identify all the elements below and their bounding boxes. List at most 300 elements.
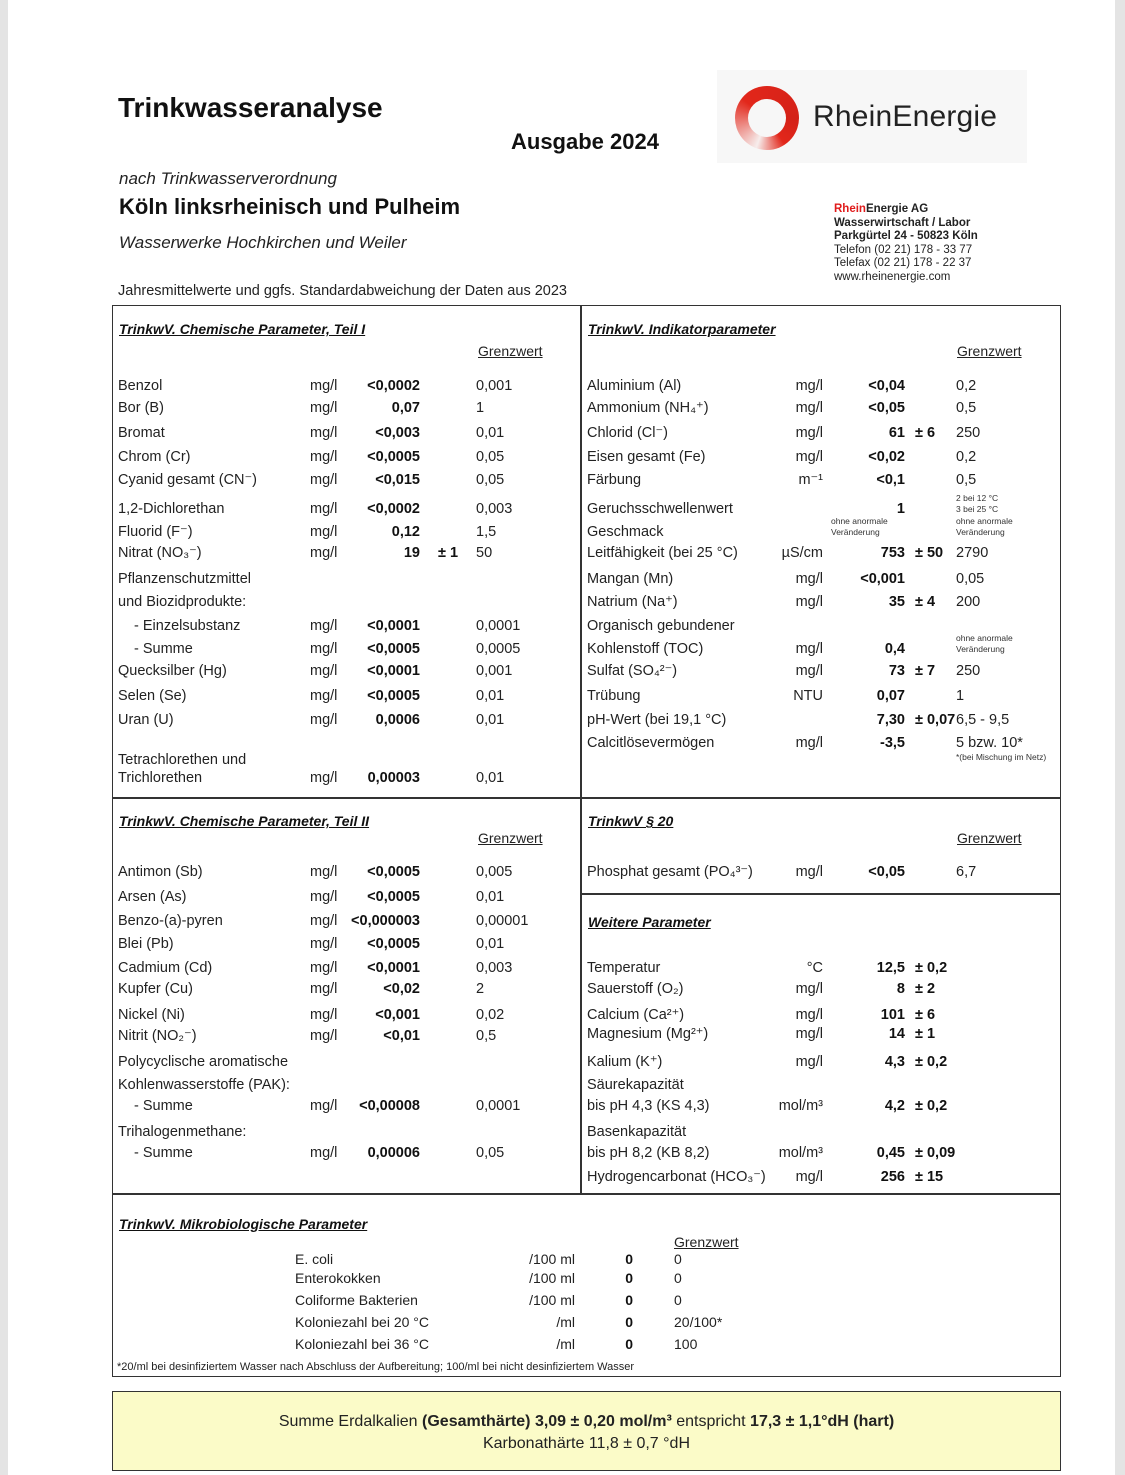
table-row [587, 449, 1057, 469]
table-row [118, 1054, 578, 1074]
cell-name: Leitfähigkeit (bei 25 °C) [587, 545, 738, 561]
cell-unit: mol/m³ [778, 1145, 823, 1161]
table-row [118, 1098, 578, 1118]
cell-unit: mg/l [310, 960, 338, 976]
address: Parkgürtel 24 - 50823 Köln [834, 230, 978, 242]
cell-unit: mg/l [310, 1028, 338, 1044]
table-row [118, 641, 578, 661]
cell-name: Kohlenstoff (TOC) [587, 641, 704, 657]
cell-value: 19 [403, 545, 420, 561]
table-row [587, 571, 1057, 591]
cell-name: Bor (B) [118, 400, 164, 416]
subtitle: nach Trinkwasserverordnung [119, 169, 337, 188]
cell-value: <0,0001 [367, 960, 420, 976]
table-row [118, 472, 578, 492]
table-row [587, 1145, 1057, 1165]
company-name-rest: Energie AG [865, 203, 929, 215]
cell-name: Organisch gebundener [587, 618, 735, 634]
cell-limit: 2 [476, 981, 485, 997]
cell-name: Bromat [118, 425, 165, 441]
cell-name: Phosphat gesamt (PO₄³⁻) [587, 864, 753, 880]
table-row [118, 449, 578, 469]
cell-value: <0,003 [375, 425, 420, 441]
cell-limit: 0,05 [956, 571, 985, 587]
table-row [587, 712, 1057, 732]
cell-unit: mg/l [795, 663, 823, 679]
cell-name: Hydrogencarbonat (HCO₃⁻) [587, 1169, 766, 1185]
cell-value: 0,00006 [367, 1145, 420, 1161]
cell-limit-note: ohne anormale Veränderung [956, 633, 1013, 654]
hardness-text-a: Summe Erdalkalien [278, 1413, 423, 1430]
cell-value: <0,05 [868, 864, 905, 880]
cell-unit: mg/l [795, 864, 823, 880]
cell-value: 0,07 [876, 688, 905, 704]
cell-unit: mg/l [310, 400, 338, 416]
cell-unit: mg/l [310, 641, 338, 657]
cell-name: Cadmium (Cd) [118, 960, 213, 976]
cell-name: Eisen gesamt (Fe) [587, 449, 706, 465]
cell-sd: ± 6 [915, 425, 936, 441]
cell-name: Geschmack [587, 524, 664, 540]
cell-value: 0 [625, 1251, 633, 1267]
table-row [587, 1007, 1057, 1027]
department: Wasserwirtschaft / Labor [834, 216, 971, 229]
cell-name: - Summe [134, 641, 193, 657]
cell-value: -3,5 [880, 735, 905, 751]
cell-limit: 0,003 [476, 501, 513, 517]
table-row [587, 1098, 1057, 1118]
cell-limit: 0,003 [476, 960, 513, 976]
cell-name: Cyanid gesamt (CN⁻) [118, 472, 257, 488]
table-row [587, 633, 1057, 661]
table-row [118, 960, 578, 980]
table-row [8, 1251, 1008, 1271]
cell-name: - Summe [134, 1145, 193, 1161]
cell-unit: mg/l [310, 1007, 338, 1023]
cell-unit: mg/l [795, 1169, 823, 1185]
cell-unit: mg/l [310, 864, 338, 880]
cell-name: Benzo-(a)-pyren [118, 913, 223, 929]
cell-name: Kohlenwasserstoffe (PAK): [118, 1077, 290, 1093]
cell-limit: 0,0001 [476, 618, 521, 634]
cell-name: Mangan (Mn) [587, 571, 674, 587]
cell-limit: 0,01 [476, 770, 505, 786]
cell-unit: µS/cm [781, 545, 823, 561]
cell-unit: mg/l [310, 889, 338, 905]
cell-limit: 0,5 [476, 1028, 497, 1044]
company-logo [717, 70, 1027, 163]
limit-header: Grenzwert [478, 343, 543, 359]
cell-value: <0,0002 [367, 501, 420, 517]
table-row [118, 571, 578, 591]
limit-header: Grenzwert [957, 830, 1022, 846]
cell-value: 0 [625, 1314, 633, 1330]
cell-value: <0,05 [868, 400, 905, 416]
cell-limit: 0 [674, 1270, 682, 1286]
cell-limit: 0,5 [956, 472, 977, 488]
cell-value: 0,45 [876, 1145, 905, 1161]
company-name-red: Rhein [834, 203, 866, 215]
cell-value: 4,2 [884, 1098, 905, 1114]
table-row [118, 400, 578, 420]
cell-name: Nitrit (NO₂⁻) [118, 1028, 197, 1044]
cell-name: Koloniezahl bei 36 °C [295, 1336, 430, 1352]
cell-unit: mg/l [795, 425, 823, 441]
cell-unit: mg/l [310, 981, 338, 997]
cell-unit: NTU [793, 688, 823, 704]
table-row [587, 516, 1057, 544]
cell-unit: mg/l [310, 1098, 338, 1114]
table-row [118, 688, 578, 708]
cell-value: 35 [888, 594, 905, 610]
cell-sd: ± 15 [915, 1169, 944, 1185]
cell-name: Tetrachlorethen und [118, 752, 247, 768]
cell-value: 0,00003 [367, 770, 420, 786]
cell-unit: mg/l [310, 449, 338, 465]
cell-name: und Biozidprodukte: [118, 594, 247, 610]
contact-block [834, 203, 978, 284]
cell-sd: ± 0,07 [915, 712, 956, 728]
section-title-further: Weitere Parameter [588, 914, 711, 930]
cell-value: 256 [880, 1169, 905, 1185]
cell-unit: /ml [556, 1314, 575, 1330]
cell-name: Trichlorethen [118, 770, 203, 786]
table-row [118, 663, 578, 683]
region-title: Köln linksrheinisch und Pulheim [119, 194, 461, 219]
cell-value: 14 [888, 1026, 905, 1042]
cell-limit: 0,05 [476, 449, 505, 465]
cell-unit: /ml [556, 1336, 575, 1352]
document-title: Trinkwasseranalyse [118, 92, 383, 123]
cell-limit: 250 [956, 425, 981, 441]
cell-unit: mg/l [310, 913, 338, 929]
cell-value: 61 [888, 425, 905, 441]
cell-limit: 0,00001 [476, 913, 529, 929]
table-row [587, 1077, 1057, 1097]
cell-unit: mg/l [310, 663, 338, 679]
table-row [118, 864, 578, 884]
cell-limit: 2790 [956, 545, 989, 561]
cell-value: <0,0005 [367, 864, 420, 880]
cell-name: Enterokokken [295, 1270, 381, 1286]
cell-value: 753 [880, 545, 905, 561]
cell-name: Magnesium (Mg²⁺) [587, 1026, 709, 1042]
cell-name: Ammonium (NH₄⁺) [587, 400, 709, 416]
edition-label: Ausgabe 2024 [511, 129, 659, 154]
cell-unit: mg/l [310, 1145, 338, 1161]
cell-sd: ± 0,2 [915, 1054, 948, 1070]
cell-name: Koloniezahl bei 20 °C [295, 1314, 430, 1330]
table-row [118, 889, 578, 909]
cell-limit: 6,5 - 9,5 [956, 712, 1010, 728]
cell-name: Kalium (K⁺) [587, 1054, 663, 1070]
cell-limit: 0,05 [476, 1145, 505, 1161]
table-row [8, 1292, 1008, 1312]
table-row [8, 1270, 1008, 1290]
cell-value: 0 [625, 1336, 633, 1352]
section-title-chem1: TrinkwV. Chemische Parameter, Teil I [119, 321, 366, 337]
cell-limit: 0,001 [476, 663, 513, 679]
table-row [118, 594, 578, 614]
cell-limit: 6,7 [956, 864, 977, 880]
table-row [118, 981, 578, 1001]
table-row [587, 545, 1057, 565]
cell-limit: 250 [956, 663, 981, 679]
cell-unit: mg/l [795, 981, 823, 997]
cell-unit: mg/l [310, 501, 338, 517]
cell-value: <0,0005 [367, 449, 420, 465]
cell-sd: ± 6 [915, 1007, 936, 1023]
cell-value: <0,0001 [367, 618, 420, 634]
cell-sd: ± 1 [438, 545, 459, 561]
cell-name: Trübung [587, 688, 641, 704]
cell-limit-note: ohne anormale Veränderung [956, 516, 1013, 537]
cell-name: Natrium (Na⁺) [587, 594, 678, 610]
hardness-total: (Gesamthärte) 3,09 ± 0,20 mol/m³ [422, 1413, 672, 1430]
cell-value: 0,12 [391, 524, 420, 540]
cell-limit: 1 [476, 400, 485, 416]
table-row [587, 1124, 1057, 1144]
cell-name: Fluorid (F⁻) [118, 524, 193, 540]
cell-sd: ± 7 [915, 663, 936, 679]
cell-unit: mg/l [310, 524, 338, 540]
table-row [118, 1145, 578, 1165]
table-row [8, 1336, 1008, 1356]
ring-logo-icon [735, 86, 799, 150]
cell-name: Coliforme Bakterien [295, 1292, 418, 1308]
cell-limit: 50 [476, 545, 493, 561]
website-link[interactable]: www.rheinenergie.com [834, 270, 951, 283]
cell-name: 1,2-Dichlorethan [118, 501, 225, 517]
cell-value: 1 [896, 501, 905, 517]
cell-limit: 0 [674, 1292, 682, 1308]
cell-unit: mg/l [310, 712, 338, 728]
table-row [118, 1077, 578, 1097]
cell-value: <0,0005 [367, 688, 420, 704]
table-row [587, 594, 1057, 614]
cell-limit: 0,0005 [476, 641, 521, 657]
cell-limit: 100 [674, 1336, 698, 1352]
cell-limit: 1,5 [476, 524, 497, 540]
cell-unit: mg/l [795, 594, 823, 610]
cell-name: Nitrat (NO₃⁻) [118, 545, 202, 561]
cell-unit: mg/l [795, 641, 823, 657]
cell-unit: mg/l [795, 1007, 823, 1023]
cell-value: <0,000003 [351, 913, 420, 929]
cell-value: 7,30 [876, 712, 905, 728]
cell-name: Nickel (Ni) [118, 1007, 185, 1023]
limit-header: Grenzwert [957, 343, 1022, 359]
cell-unit: mg/l [310, 378, 338, 394]
table-row [118, 1007, 578, 1027]
hardness-summary [112, 1391, 1061, 1471]
limit-header: Grenzwert [478, 830, 543, 846]
cell-value: 0,07 [391, 400, 420, 416]
document-page [8, 0, 1115, 1475]
hardness-text-c: entspricht [671, 1413, 751, 1430]
cell-unit: mg/l [795, 1054, 823, 1070]
cell-limit: 0,001 [476, 378, 513, 394]
cell-name: bis pH 4,3 (KS 4,3) [587, 1098, 710, 1114]
cell-value: 73 [888, 663, 905, 679]
cell-value: <0,02 [383, 981, 420, 997]
cell-unit: mg/l [310, 936, 338, 952]
logo-text: RheinEnergie [813, 100, 998, 133]
table-row [118, 618, 578, 638]
phone: Telefon (02 21) 178 - 33 77 [834, 243, 973, 256]
cell-value: 0 [625, 1270, 633, 1286]
cell-value: <0,0005 [367, 889, 420, 905]
cell-name: Sulfat (SO₄²⁻) [587, 663, 678, 679]
cell-name: - Einzelsubstanz [134, 618, 241, 634]
cell-unit: mg/l [795, 1026, 823, 1042]
cell-unit: /100 ml [529, 1270, 575, 1286]
cell-limit: 0,0001 [476, 1098, 521, 1114]
period-note: Jahresmittelwerte und ggfs. Standardabweichung der Daten aus 2023 [118, 283, 567, 299]
cell-unit: mg/l [310, 770, 338, 786]
cell-limit: 0,01 [476, 889, 505, 905]
cell-unit: mg/l [795, 449, 823, 465]
cell-value: <0,0005 [367, 641, 420, 657]
cell-unit: mg/l [310, 688, 338, 704]
table-row [587, 663, 1057, 683]
cell-name: Selen (Se) [118, 688, 187, 704]
cell-limit: 20/100* [674, 1314, 723, 1330]
table-row [118, 752, 578, 772]
cell-sd: ± 0,09 [915, 1145, 956, 1161]
cell-name: E. coli [295, 1251, 334, 1267]
cell-limit: 0,005 [476, 864, 513, 880]
cell-value: 4,3 [884, 1054, 905, 1070]
cell-name: Blei (Pb) [118, 936, 174, 952]
table-row [118, 425, 578, 445]
table-row [587, 1054, 1057, 1074]
cell-name: Färbung [587, 472, 642, 488]
cell-limit: 0,01 [476, 936, 505, 952]
cell-unit: m⁻¹ [798, 472, 823, 488]
cell-value: <0,00008 [359, 1098, 420, 1114]
section-title-micro: TrinkwV. Mikrobiologische Parameter [119, 1216, 368, 1232]
table-row [8, 1314, 1008, 1334]
cell-name: Sauerstoff (O₂) [587, 981, 684, 997]
cell-name: Polycyclische aromatische [118, 1054, 289, 1070]
cell-limit: 0,2 [956, 449, 977, 465]
cell-limit-note: 2 bei 12 °C 3 bei 25 °C [956, 493, 999, 514]
cell-value: <0,0005 [367, 936, 420, 952]
hardness-dh: 17,3 ± 1,1°dH (hart) [750, 1413, 895, 1430]
table-row [587, 864, 1057, 884]
cell-limit: 0,01 [476, 712, 505, 728]
cell-unit: mg/l [310, 472, 338, 488]
table-row [587, 425, 1057, 445]
cell-value: 0 [625, 1292, 633, 1308]
cell-name: Chlorid (Cl⁻) [587, 425, 668, 441]
cell-name: Calcitlösevermögen [587, 735, 715, 751]
cell-name: Basenkapazität [587, 1124, 687, 1140]
cell-limit: 5 bzw. 10* [956, 735, 1023, 751]
cell-unit: mg/l [795, 571, 823, 587]
cell-name: bis pH 8,2 (KB 8,2) [587, 1145, 710, 1161]
cell-limit: 0,02 [476, 1007, 505, 1023]
table-row [587, 735, 1057, 762]
table-row [587, 981, 1057, 1001]
cell-unit: mg/l [795, 735, 823, 751]
cell-value: <0,1 [876, 472, 905, 488]
table-row [587, 378, 1057, 398]
table-row [118, 378, 578, 398]
table-row [118, 936, 578, 956]
table-row [587, 472, 1057, 492]
carbonate-hardness: Karbonathärte 11,8 ± 0,7 °dH [482, 1435, 690, 1452]
cell-limit: 200 [956, 594, 981, 610]
table-row [118, 1124, 578, 1144]
cell-value: <0,001 [375, 1007, 420, 1023]
cell-unit: mol/m³ [778, 1098, 823, 1114]
cell-name: Aluminium (Al) [587, 378, 682, 394]
cell-value: <0,015 [375, 472, 420, 488]
cell-name: Kupfer (Cu) [118, 981, 193, 997]
cell-unit: °C [806, 960, 823, 976]
cell-value: 0,0006 [375, 712, 420, 728]
fax: Telefax (02 21) 178 - 22 37 [834, 257, 972, 269]
cell-value: <0,01 [383, 1028, 420, 1044]
table-row [587, 960, 1057, 980]
cell-unit: mg/l [310, 545, 338, 561]
cell-unit: mg/l [310, 425, 338, 441]
cell-unit: /100 ml [529, 1292, 575, 1308]
cell-unit: /100 ml [529, 1251, 575, 1267]
cell-name: Quecksilber (Hg) [118, 663, 227, 679]
cell-limit: 0,01 [476, 425, 505, 441]
cell-name: Uran (U) [118, 712, 174, 728]
cell-limit: 1 [956, 688, 965, 704]
cell-name: Calcium (Ca²⁺) [587, 1007, 685, 1023]
cell-name: Säurekapazität [587, 1077, 684, 1093]
cell-value-note: ohne anormale Veränderung [831, 516, 888, 537]
waterworks-label: Wasserwerke Hochkirchen und Weiler [119, 233, 407, 252]
cell-name: Pflanzenschutzmittel [118, 571, 251, 587]
cell-limit: 0,05 [476, 472, 505, 488]
section-title-par20: TrinkwV § 20 [588, 813, 674, 829]
cell-name: Antimon (Sb) [118, 864, 203, 880]
cell-value: <0,0001 [367, 663, 420, 679]
cell-value: <0,0002 [367, 378, 420, 394]
limit-header: Grenzwert [674, 1234, 739, 1250]
table-row [118, 524, 578, 544]
table-row [118, 1028, 578, 1048]
table-row [118, 712, 578, 732]
cell-sd: ± 1 [915, 1026, 936, 1042]
cell-name: - Summe [134, 1098, 193, 1114]
cell-name: Geruchsschwellenwert [587, 501, 733, 517]
cell-name: Benzol [118, 378, 163, 394]
cell-sd: ± 0,2 [915, 960, 948, 976]
table-row [118, 770, 578, 790]
cell-limit-footnote: *(bei Mischung im Netz) [956, 752, 1047, 762]
cell-value: <0,04 [868, 378, 905, 394]
cell-value: 8 [896, 981, 905, 997]
cell-sd: ± 50 [915, 545, 944, 561]
micro-footnote: *20/ml bei desinfiziertem Wasser nach Abschluss der Aufbereitung; 100/ml bei nicht desinfiziertem Wasser [117, 1361, 635, 1373]
cell-value: 0,4 [884, 641, 905, 657]
cell-limit: 0,5 [956, 400, 977, 416]
cell-value: <0,02 [868, 449, 905, 465]
cell-limit: 0,2 [956, 378, 977, 394]
table-row [118, 545, 578, 565]
cell-unit: mg/l [310, 618, 338, 634]
table-row [118, 913, 578, 933]
cell-value: <0,001 [860, 571, 905, 587]
